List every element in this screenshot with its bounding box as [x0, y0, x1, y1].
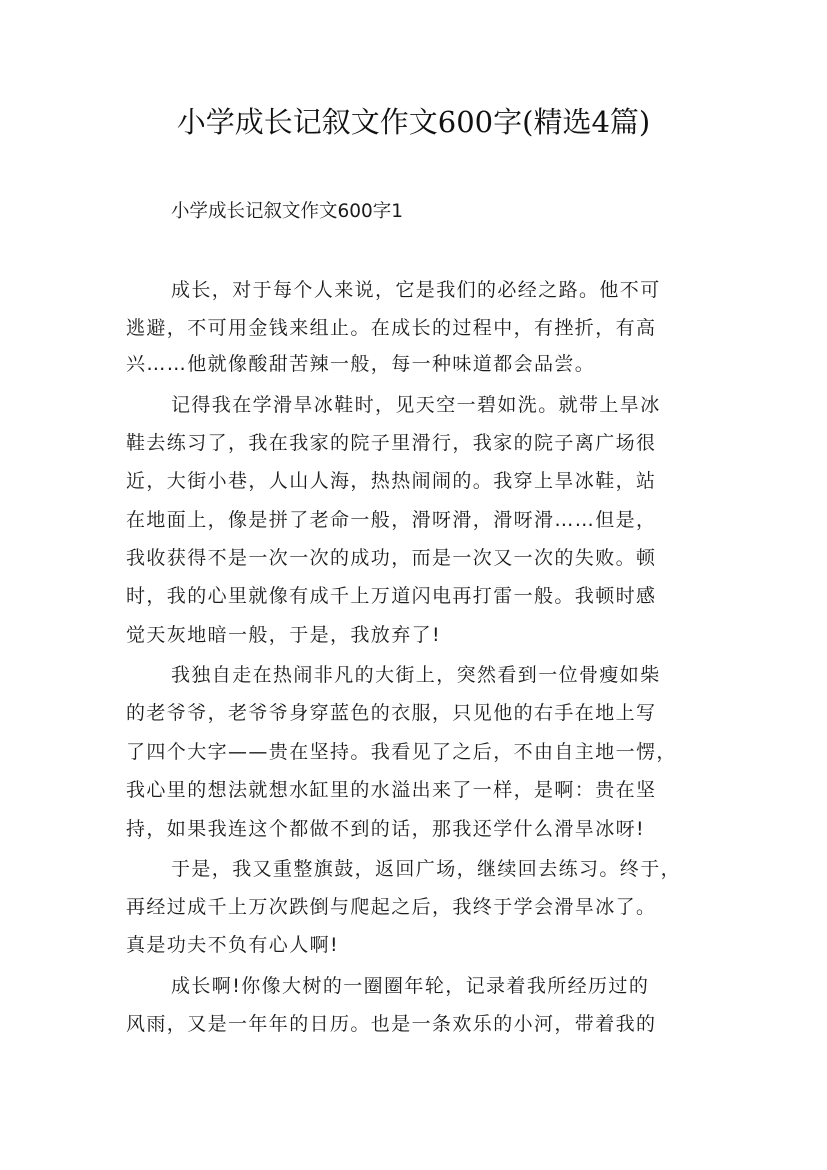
document-title: 小学成长记叙文作文600字(精选4篇)	[176, 105, 651, 139]
paragraph-line: 觉天灰地暗一般，于是，我放弃了!	[126, 624, 442, 646]
paragraph-line: 逃避，不可用金钱来组止。在成长的过程中，有挫折，有高	[126, 317, 657, 339]
paragraph-line: 的老爷爷，老爷爷身穿蓝色的衣服，只见他的右手在地上写	[126, 702, 657, 724]
paragraph-line: 成长，对于每个人来说，它是我们的必经之路。他不可	[171, 279, 661, 301]
paragraph-line: 于是，我又重整旗鼓，返回广场，继续回去练习。终于，	[171, 858, 682, 880]
paragraph-line: 我收获得不是一次一次的成功，而是一次又一次的失败。顿	[126, 547, 657, 569]
paragraph-line: 时，我的心里就像有成千上万道闪电再打雷一般。我顿时感	[126, 585, 657, 607]
paragraph-line: 近，大街小巷，人山人海，热热闹闹的。我穿上旱冰鞋，站	[126, 470, 657, 492]
paragraph-line: 再经过成千上万次跌倒与爬起之后，我终于学会滑旱冰了。	[126, 896, 657, 918]
section-heading: 小学成长记叙文作文600字1	[171, 201, 404, 222]
paragraph-line: 风雨，又是一年年的日历。也是一条欢乐的小河，带着我的	[126, 1013, 657, 1035]
paragraph-line: 成长啊!你像大树的一圈圈年轮，记录着我所经历过的	[171, 975, 650, 997]
paragraph-line: 鞋去练习了，我在我家的院子里滑行，我家的院子离广场很	[126, 432, 657, 454]
paragraph-line: 在地面上，像是拼了老命一般，滑呀滑，滑呀滑……但是，	[126, 509, 657, 531]
paragraph-line: 记得我在学滑旱冰鞋时，见天空一碧如洗。就带上旱冰	[171, 394, 661, 416]
paragraph-line: 兴……他就像酸甜苦辣一般，每一种味道都会品尝。	[126, 353, 596, 375]
paragraph-line: 了四个大字——贵在坚持。我看见了之后，不由自主地一愣，	[126, 741, 677, 763]
paragraph-line: 真是功夫不负有心人啊!	[126, 934, 340, 956]
paragraph-line: 我心里的想法就想水缸里的水溢出来了一样，是啊：贵在坚	[126, 779, 657, 801]
paragraph-line: 持，如果我连这个都做不到的话，那我还学什么滑旱冰呀!	[126, 818, 646, 840]
paragraph-line: 我独自走在热闹非凡的大街上，突然看到一位骨瘦如柴	[171, 664, 661, 686]
